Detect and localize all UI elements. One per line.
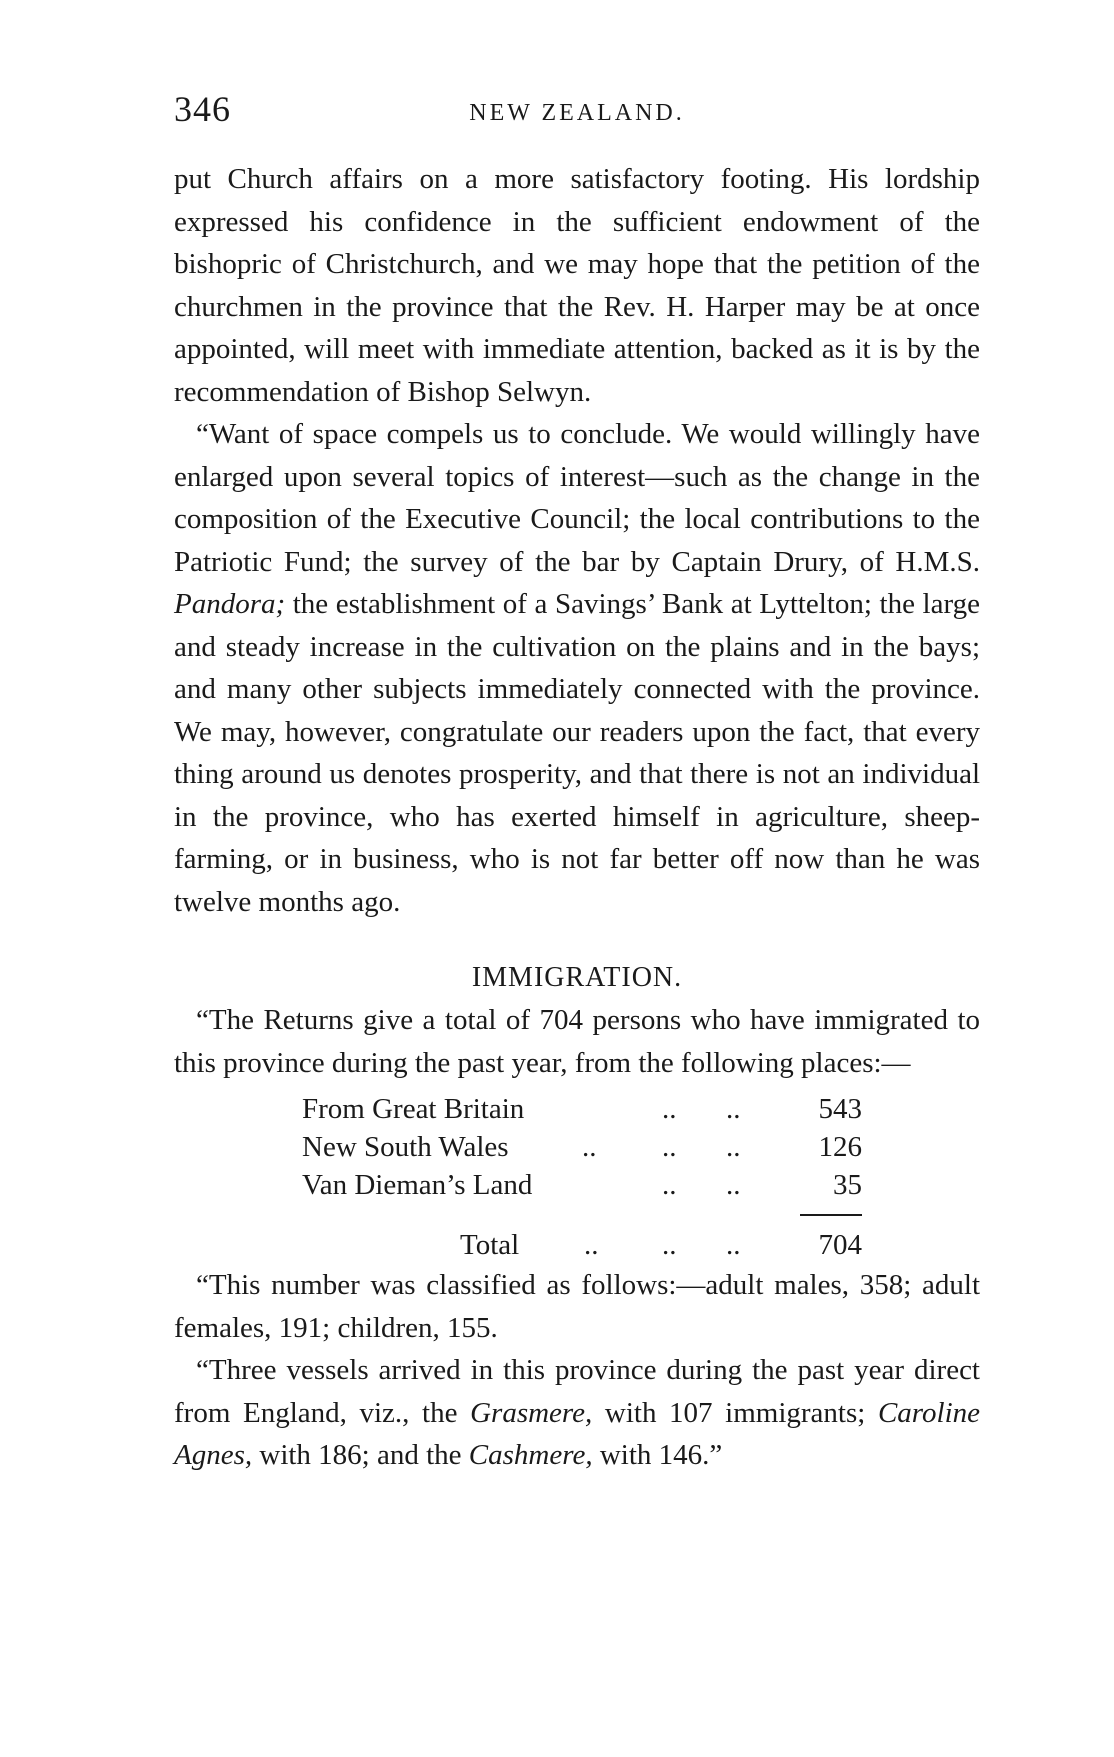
total-value: 704 <box>818 1229 862 1261</box>
paragraph-text: with 146.” <box>592 1439 723 1471</box>
paragraph-text: “Three vessels arrived in this province during the past year direct from England, viz., the <box>174 1354 980 1429</box>
row-value: 543 <box>818 1093 862 1125</box>
ship-name: Pandora; <box>174 588 286 620</box>
section-heading: IMMIGRATION. <box>471 962 683 993</box>
row-leader: .. <box>662 1131 677 1163</box>
paragraph-text: with 186; and the <box>252 1439 469 1471</box>
paragraph-church-affairs: put Church affairs on a more satisfactory footing. His lordship expressed his confidence in the sufficient endowment of the bishopric of Christchurch, and we may hope that the petition of the churchmen in the province that the Rev. H. Harper may be at once appointed, will meet with immediate attention, backed as it is by the recommendation of Bishop Selwyn. <box>174 163 980 408</box>
running-head: NEW ZEALAND. <box>469 100 685 126</box>
row-leader: .. <box>726 1229 741 1261</box>
row-leader: .. <box>726 1093 741 1125</box>
page-number: 346 <box>174 89 231 129</box>
row-leader: .. <box>584 1229 599 1261</box>
sum-rule <box>302 1204 862 1226</box>
ship-name: Caroline Agnes, <box>174 1396 980 1471</box>
paragraph-want-of-space <box>174 413 980 923</box>
row-leader: .. <box>726 1131 741 1163</box>
row-leader: .. <box>582 1131 597 1163</box>
paragraph-text: with 107 immigrants; <box>592 1396 878 1429</box>
paragraph-text: “Want of space compels us to conclude. We would willingly have enlarged upon several topics of interest—such as the change in the composition of the Executive Council; the local contributions to the Patriotic Fund; the survey of the bar by Captain Drury, of H.M.S. <box>174 418 980 578</box>
row-label: New South Wales <box>302 1131 509 1163</box>
page-header <box>174 88 980 138</box>
total-label: Total <box>460 1229 520 1261</box>
rule-line <box>800 1214 862 1216</box>
paragraph-returns: “The Returns give a total of 704 persons who have immigrated to this province during the past year, from the following places:— <box>174 1004 980 1079</box>
paragraph-vessels <box>174 1349 980 1477</box>
row-leader: .. <box>726 1169 741 1201</box>
row-value: 35 <box>833 1169 862 1201</box>
paragraph-text: the establishment of a Savings’ Bank at Lyttelton; the large and steady increase in the cultivation on the plains and in the bays; and many other subjects immediately connected with the province. We may, however, congratulate our readers upon the fact, that every thing around us denotes prosperity, and that there is not an individual in the province, who has exerted himself in agriculture, sheep-farming, or in business, who is not far better off now than he was twelve months ago. <box>174 588 980 918</box>
row-value: 126 <box>818 1131 862 1163</box>
ship-name: Grasmere, <box>470 1396 593 1429</box>
row-leader: .. <box>662 1093 677 1125</box>
table-row <box>302 1166 862 1204</box>
page-body <box>174 158 980 1477</box>
table-row <box>302 1128 862 1166</box>
row-label: From Great Britain <box>302 1093 525 1125</box>
paragraph-classification: “This number was classified as follows:—adult males, 358; adult females, 191; children, 155. <box>174 1269 980 1344</box>
row-leader: .. <box>662 1229 677 1261</box>
immigration-table <box>302 1090 862 1264</box>
row-label: Van Dieman’s Land <box>302 1169 533 1201</box>
ship-name: Cashmere, <box>468 1439 593 1471</box>
table-row <box>302 1090 862 1128</box>
total-row <box>302 1226 862 1264</box>
row-leader: .. <box>662 1169 677 1201</box>
